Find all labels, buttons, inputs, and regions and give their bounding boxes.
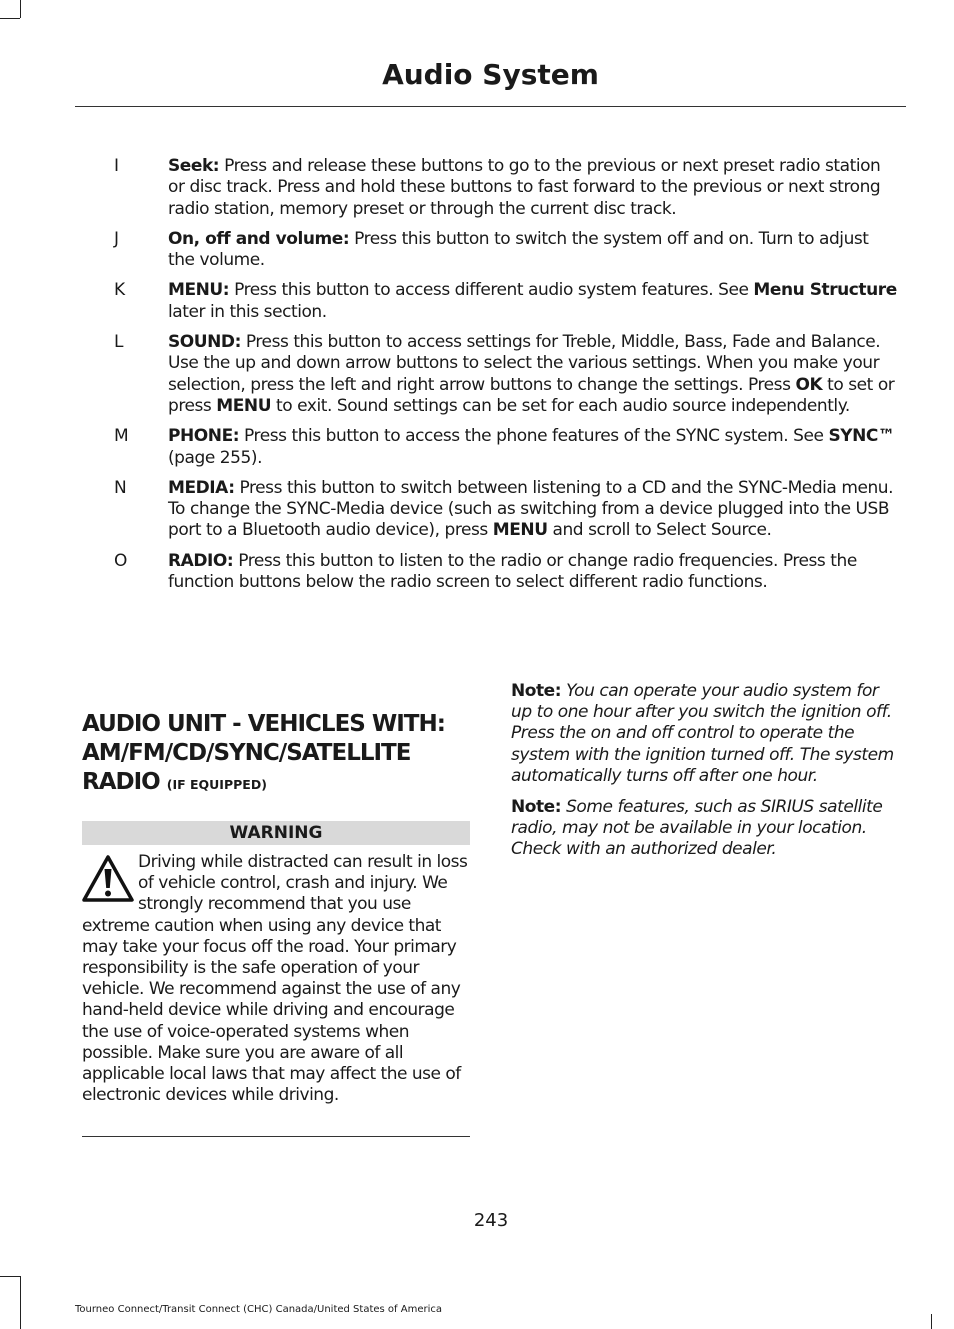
list-item: [100, 156, 900, 220]
note-text: Some features, such as SIRIUS satellite radio, may not be available in your location. Check with an authorized dealer.: [511, 797, 883, 860]
warning-triangle-icon: [82, 854, 134, 904]
description-text: (page 255).: [168, 447, 263, 468]
bold-term: PHONE:: [168, 426, 240, 447]
warning-body: [82, 852, 472, 1106]
description-text: to set or press: [168, 374, 895, 416]
note: [511, 681, 903, 787]
note: [511, 797, 903, 861]
description-text: Press this button to switch between listening to a CD and the SYNC-Media menu. To change the SYNC-Media device (such as switching from a device plugged into the USB port to a Bluetooth audio device), press: [168, 477, 894, 541]
description-text: Press this button to access the phone features of the SYNC system. See: [239, 426, 829, 447]
note-text: You can operate your audio system for up to one hour after you switch the ignition off. Press the on and off control to operate the system with the ignition turned off. The system automatically turns off after one hour.: [511, 681, 894, 786]
page-title: Audio System: [382, 58, 599, 91]
header-divider: [75, 106, 906, 107]
notes-column: [511, 681, 903, 871]
section-qualifier: (IF EQUIPPED): [166, 777, 267, 792]
crop-mark: [931, 1314, 932, 1329]
description-text: Press this button to listen to the radio or change radio frequencies. Press the function buttons below the radio screen to select different radio functions.: [168, 550, 857, 593]
description-text: Press this button to switch the system off and on. Turn to adjust the volume.: [168, 228, 869, 271]
list-item: [100, 478, 900, 542]
warning-text: Driving while distracted can result in loss of vehicle control, crash and injury. We strongly recommend that you use extreme caution when using any device that may take your focus off the road. Your primary responsibility is the safe operation of your vehicle. We recommend against the use of any hand-held device while driving and encourage the use of voice-operated systems when possible. Make sure you are aware of all applicable local laws that may affect the use of electronic devices while driving.: [82, 852, 468, 1106]
description-text: Press this button to access different audio system features. See: [229, 280, 754, 301]
description-text: later in this section.: [168, 301, 327, 322]
bold-term: SYNC™: [828, 426, 895, 447]
item-letter: L: [114, 332, 124, 353]
bold-term: OK: [795, 374, 823, 395]
item-description: [168, 229, 900, 272]
item-letter: K: [114, 280, 126, 301]
bold-term: On, off and volume:: [168, 228, 350, 249]
item-description: [168, 332, 900, 417]
item-description: [168, 551, 900, 594]
bold-term: MENU: [216, 395, 272, 416]
item-description: [168, 478, 900, 542]
bold-term: MEDIA:: [168, 477, 235, 498]
footer-text: Tourneo Connect/Transit Connect (CHC) Canada/United States of America: [75, 1304, 442, 1315]
bold-term: Seek:: [168, 156, 220, 176]
bold-term: RADIO:: [168, 550, 234, 571]
item-letter: N: [114, 477, 127, 498]
item-description: [168, 426, 900, 469]
list-item: [100, 332, 900, 417]
section-heading: [82, 710, 474, 799]
bold-term: MENU:: [168, 280, 230, 301]
warning-title: WARNING: [82, 821, 470, 845]
crop-mark: [0, 18, 20, 19]
description-text: Press and release these buttons to go to the previous or next preset radio station or disc track. Press and hold these buttons to fast forward to the previous or next strong radio station, memory preset or through the current disc track.: [168, 156, 881, 219]
description-text: Press this button to access settings for Treble, Middle, Bass, Fade and Balance. Use the up and down arrow buttons to select the various settings. When you make your selection, press the left and right arrow buttons to change the settings. Press: [168, 332, 881, 395]
item-letter: O: [114, 550, 128, 571]
warning-divider: [82, 1136, 470, 1137]
note-label: Note:: [511, 797, 562, 818]
page-number: 243: [473, 1210, 509, 1231]
control-description-list: [100, 156, 900, 602]
list-item: [100, 280, 900, 323]
bold-term: MENU: [492, 520, 548, 541]
section-heading-text: AUDIO UNIT - VEHICLES WITH: AM/FM/CD/SYNC/SATELLITE RADIO: [82, 711, 445, 795]
crop-mark: [20, 1276, 21, 1329]
list-item: [100, 229, 900, 272]
item-letter: J: [114, 228, 120, 249]
bold-term: SOUND:: [168, 332, 241, 353]
item-description: [168, 156, 900, 220]
item-letter: M: [114, 426, 129, 447]
description-text: to exit. Sound settings can be set for each audio source independently.: [271, 395, 850, 416]
item-letter: I: [114, 156, 120, 176]
list-item: [100, 426, 900, 469]
item-description: [168, 280, 900, 323]
note-label: Note:: [511, 681, 562, 701]
list-item: [100, 551, 900, 594]
crop-mark: [20, 0, 21, 18]
description-text: and scroll to Select Source.: [547, 520, 772, 541]
bold-term: Menu Structure: [753, 280, 897, 301]
crop-mark: [0, 1276, 20, 1277]
